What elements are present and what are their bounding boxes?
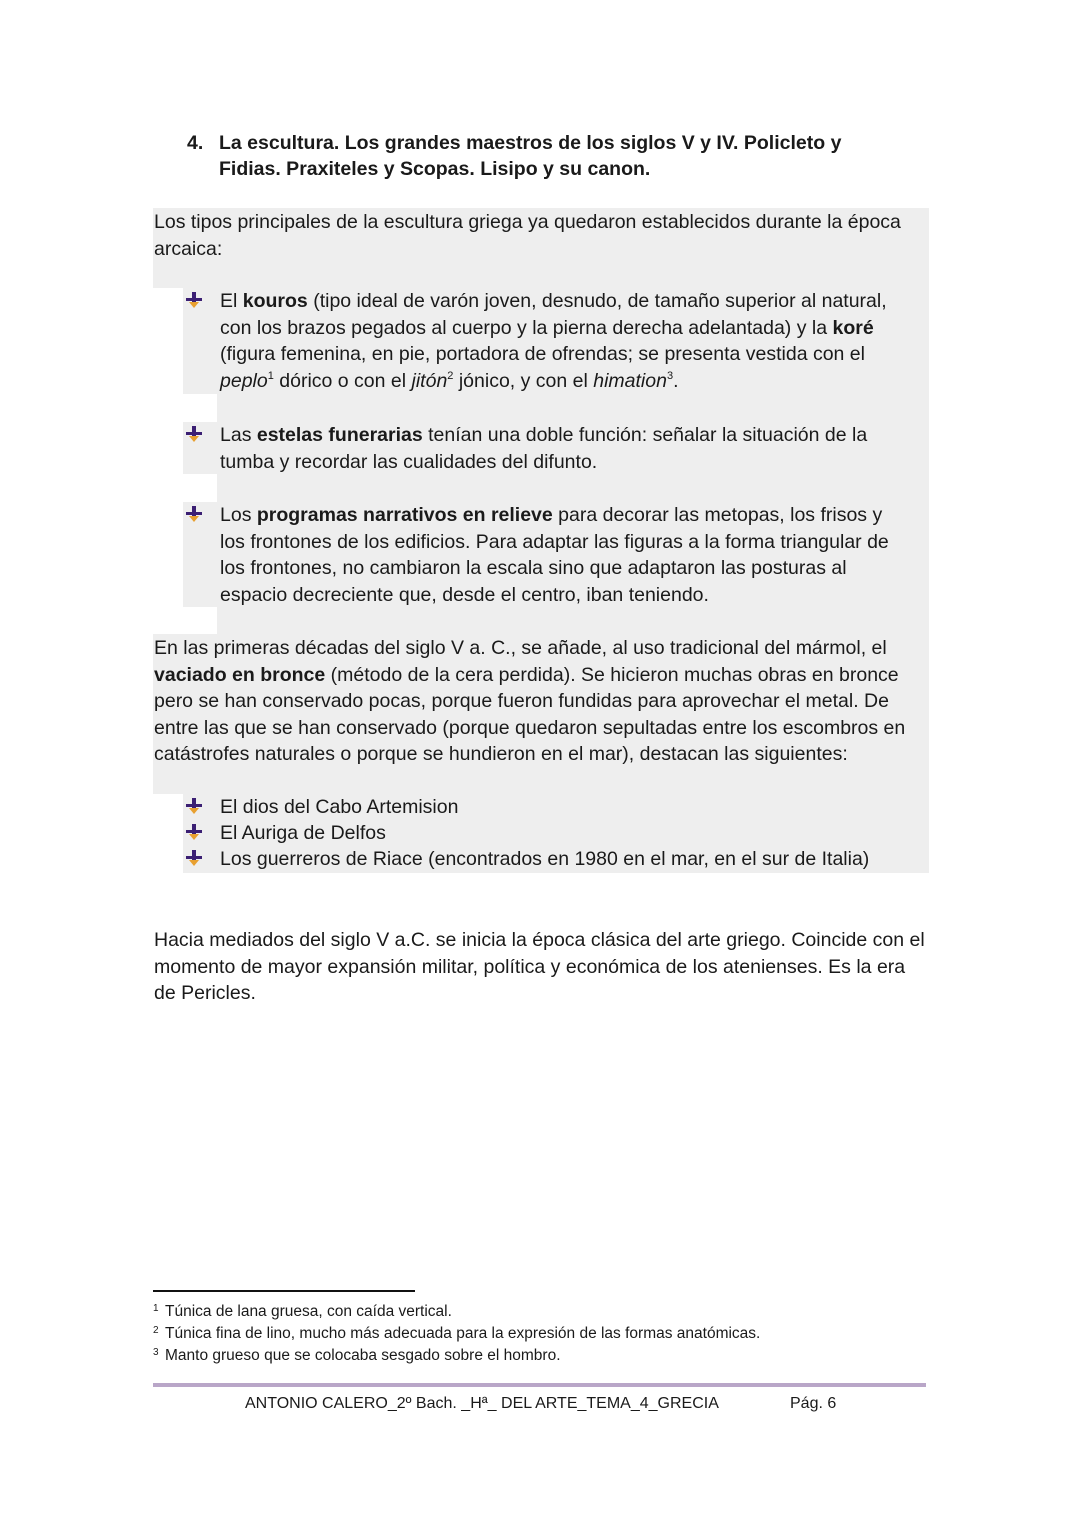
shade-gap-1	[217, 394, 929, 422]
arrow-bullet-icon	[186, 798, 202, 814]
footnote-text: Túnica fina de lino, mucho más adecuada para la expresión de las formas anatómicas.	[165, 1325, 761, 1342]
arrow-bullet-icon	[186, 824, 202, 840]
heading-number: 4.	[187, 132, 204, 154]
relieve-text-1: Los	[220, 504, 257, 526]
footnote-2: 2 Túnica fina de lino, mucho más adecuada para la expresión de las formas anatómicas.	[153, 1325, 761, 1342]
footnote-separator	[153, 1290, 415, 1292]
estelas-text-2: tenían una doble función: señalar la situación de la tumba y recordar las cualidades del difunto.	[220, 424, 868, 473]
bronze-term: vaciado en bronce	[154, 663, 326, 686]
shade-gap-3	[217, 607, 929, 634]
footnote-text: Túnica de lana gruesa, con caída vertical.	[165, 1303, 452, 1320]
kore-term: koré	[832, 316, 874, 339]
jiton-term: jitón	[411, 369, 448, 392]
section-heading	[187, 130, 907, 182]
footnotes	[153, 1301, 913, 1367]
bronze-paragraph	[154, 635, 926, 768]
himation-term: himation	[593, 369, 667, 392]
footer-document-title: ANTONIO CALERO_2º Bach. _Hª_ DEL ARTE_TEMA_4_GRECIA	[245, 1395, 719, 1412]
intro-paragraph: Los tipos principales de la escultura griega ya quedaron establecidos durante la época arcaica:	[154, 211, 901, 260]
footnote-ref-3[interactable]: 3	[666, 369, 674, 382]
kouros-text-2: (tipo ideal de varón joven, desnudo, de tamaño superior al natural, con los brazos pegados al cuerpo y la pierna derecha adelantada) y la	[220, 290, 887, 339]
kouros-text-6: .	[673, 369, 679, 392]
relieve-term: programas narrativos en relieve	[256, 504, 553, 526]
footnote-3: 3 Manto grueso que se colocaba sesgado sobre el hombro.	[153, 1347, 561, 1364]
list-item-estelas	[186, 422, 908, 475]
footnote-1: 1 Túnica de lana gruesa, con caída vertical.	[153, 1303, 452, 1320]
arrow-bullet-icon	[186, 506, 202, 522]
footnote-ref-2[interactable]: 2	[447, 369, 454, 382]
shade-gap-2	[217, 474, 929, 502]
list-item-relieve	[186, 502, 908, 608]
kouros-text-4: dórico o con el	[273, 369, 412, 392]
bronze-text-2: (método de la cera perdida). Se hicieron muchas obras en bronce pero se han conservado pocas, porque fueron fundidas para aprovechar el metal. De entre las que se han conservado (porque quedaron sepultadas entre los escombros en catástrofes naturales o porque se hundieron en el mar), destacan las siguientes:	[154, 663, 906, 765]
classic-paragraph: Hacia mediados del siglo V a.C. se inicia la época clásica del arte griego. Coincide con el momento de mayor expansión militar, política y económica de los atenienses. Es la era de Pericles.	[154, 929, 925, 1004]
relieve-text-2: para decorar las metopas, los frisos y los frontones de los edificios. Para adaptar las figuras a la forma triangular de los frontones, no cambiaron la escala sino que adaptaron las posturas al espacio decreciente que, desde el centro, iban teniendo.	[220, 504, 889, 606]
footer-page-number: Pág. 6	[790, 1395, 837, 1412]
riace-text: Los guerreros de Riace (encontrados en 1980 en el mar, en el sur de Italia)	[220, 848, 870, 870]
list-item-artemision	[186, 794, 908, 821]
estelas-term: estelas funerarias	[256, 424, 423, 446]
footer-rule	[153, 1383, 926, 1387]
kouros-term: kouros	[242, 290, 308, 312]
list-item-kouros	[186, 288, 908, 394]
footnote-ref-1[interactable]: 1	[267, 369, 274, 382]
heading-text: La escultura. Los grandes maestros de los siglos V y IV. Policleto y Fidias. Praxiteles y Scopas. Lisipo y su canon.	[219, 132, 842, 180]
kouros-text-3: (figura femenina, en pie, portadora de ofrendas; se presenta vestida con el	[220, 343, 865, 365]
bronze-text-1: En las primeras décadas del siglo V a. C., se añade, al uso tradicional del mármol, el	[154, 637, 887, 659]
list-item-riace	[186, 846, 908, 873]
list-item-auriga	[186, 820, 908, 847]
kouros-text-5: jónico, y con el	[453, 369, 594, 392]
arrow-bullet-icon	[186, 850, 202, 866]
estelas-text-1: Las	[220, 424, 257, 446]
footnote-text: Manto grueso que se colocaba sesgado sobre el hombro.	[165, 1347, 561, 1364]
arrow-bullet-icon	[186, 426, 202, 442]
peplo-term: peplo	[220, 369, 268, 392]
artemision-text: El dios del Cabo Artemision	[220, 796, 459, 818]
auriga-text: El Auriga de Delfos	[220, 822, 386, 844]
arrow-bullet-icon	[186, 292, 202, 308]
kouros-text-1: El	[220, 290, 243, 312]
